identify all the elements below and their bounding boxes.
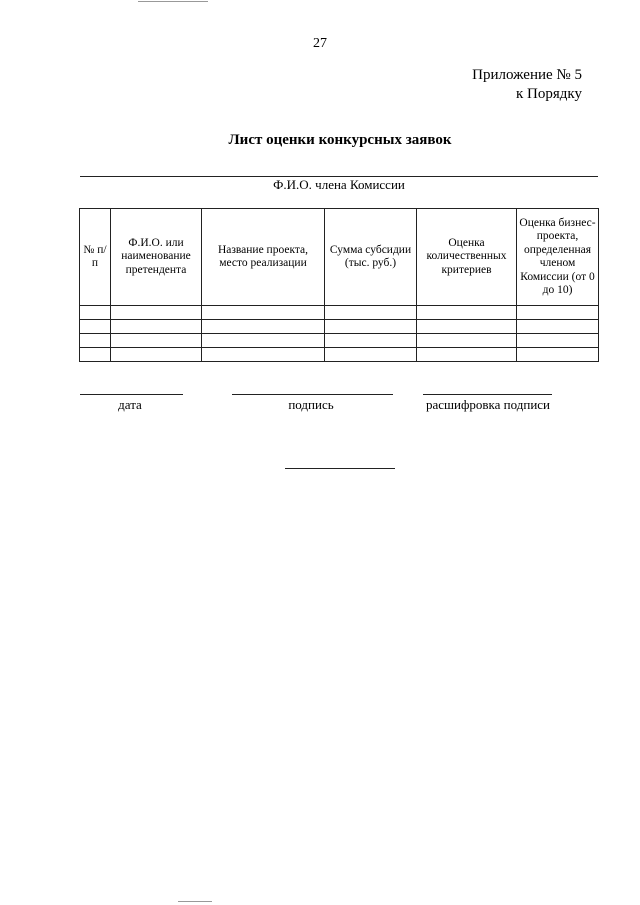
table-cell xyxy=(111,334,202,348)
header-subsidy: Сумма субсидии (тыс. руб.) xyxy=(325,209,417,306)
table-cell xyxy=(517,348,599,362)
table-cell xyxy=(517,334,599,348)
table-row xyxy=(80,334,599,348)
appendix-note xyxy=(472,66,582,104)
scan-artifact-top xyxy=(138,1,208,2)
table-cell xyxy=(325,348,417,362)
table-cell xyxy=(80,348,111,362)
member-name-label: Ф.И.О. члена Комиссии xyxy=(273,177,405,192)
header-project: Название проекта, место реализации xyxy=(202,209,325,306)
table-row xyxy=(80,320,599,334)
document-title: Лист оценки конкурсных заявок xyxy=(228,132,452,148)
header-number: № п/п xyxy=(80,209,111,306)
table-cell xyxy=(202,320,325,334)
table-cell xyxy=(111,348,202,362)
table-cell xyxy=(417,320,517,334)
table-cell xyxy=(517,306,599,320)
page-number: 27 xyxy=(313,36,327,51)
table-row xyxy=(80,348,599,362)
signature-line xyxy=(232,394,393,395)
table-cell xyxy=(202,306,325,320)
table-cell xyxy=(111,320,202,334)
table-cell xyxy=(80,320,111,334)
table-cell xyxy=(417,334,517,348)
separator-line xyxy=(285,468,395,469)
table-row xyxy=(80,306,599,320)
table-cell xyxy=(325,320,417,334)
table-cell xyxy=(80,306,111,320)
table-cell xyxy=(202,334,325,348)
signature-decoding-label: расшифровка подписи xyxy=(425,397,551,412)
date-label: дата xyxy=(118,397,142,412)
signature-decoding-line xyxy=(423,394,552,395)
table-cell xyxy=(517,320,599,334)
table-cell xyxy=(325,306,417,320)
header-applicant: Ф.И.О. или наименование претендента xyxy=(111,209,202,306)
table-cell xyxy=(202,348,325,362)
table-cell xyxy=(417,348,517,362)
signature-label: подпись xyxy=(288,397,334,412)
table-cell xyxy=(111,306,202,320)
table-cell xyxy=(80,334,111,348)
table-header-row xyxy=(80,209,599,306)
header-quantitative-score: Оценка количественных критериев xyxy=(417,209,517,306)
header-business-score: Оценка бизнес-проекта, определенная членом Комиссии (от 0 до 10) xyxy=(517,209,599,306)
appendix-line-2: к Порядку xyxy=(516,86,582,102)
evaluation-table xyxy=(79,208,599,362)
date-line xyxy=(80,394,183,395)
scan-artifact-bottom xyxy=(178,901,212,902)
table-cell xyxy=(417,306,517,320)
appendix-line-1: Приложение № 5 xyxy=(472,67,582,83)
table-cell xyxy=(325,334,417,348)
